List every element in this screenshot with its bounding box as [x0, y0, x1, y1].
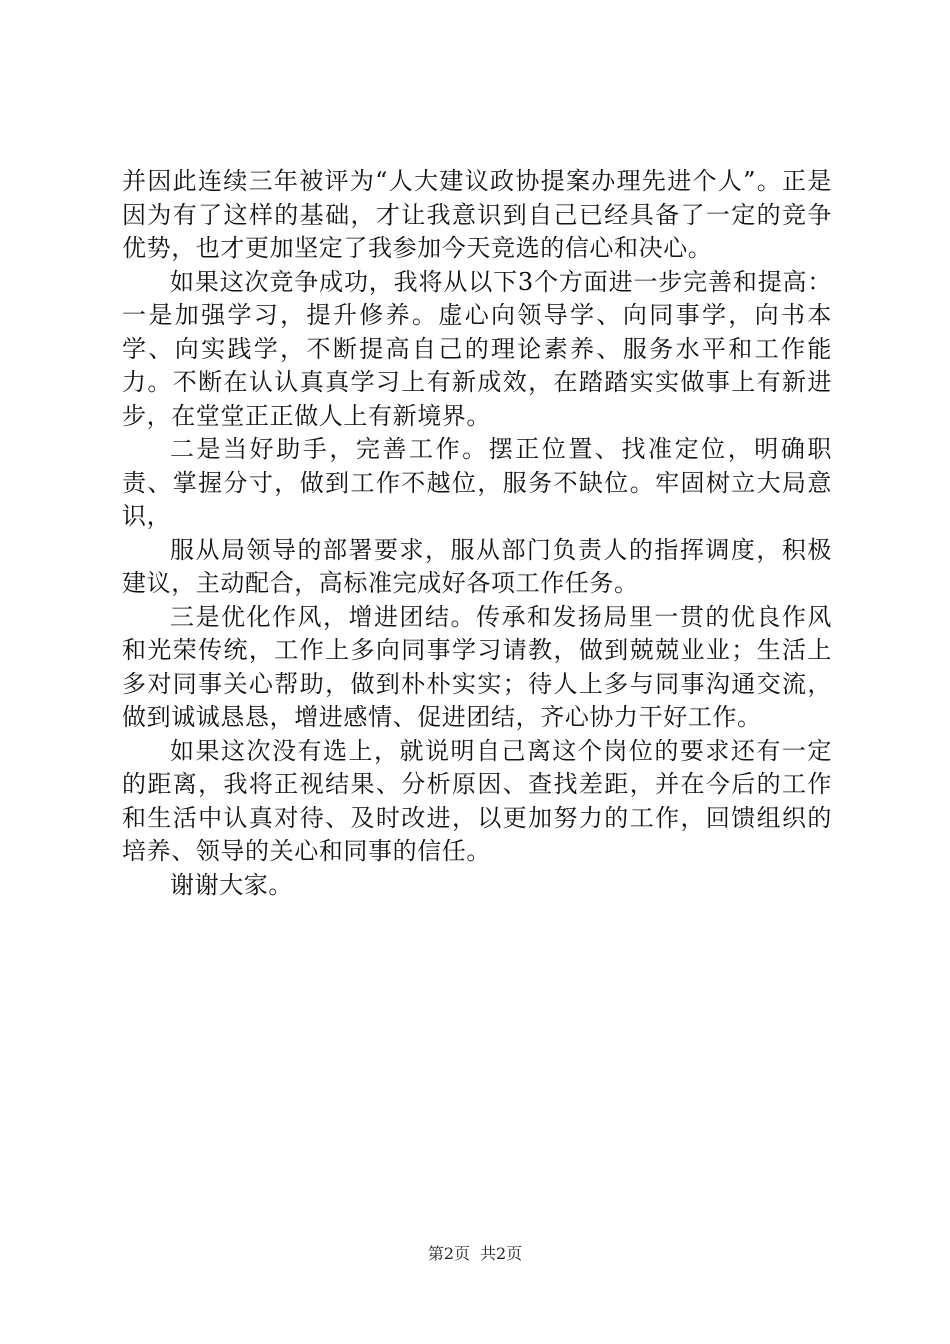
- paragraph-2: 如果这次竞争成功，我将从以下3个方面进一步完善和提高：一是加强学习，提升修养。虚心向领导学、向同事学，向书本学、向实践学，不断提高自己的理论素养、服务水平和工作能力。不断在认认真真学习上有新成效，在踏踏实实做事上有新进步，在堂堂正正做人上有新境界。: [122, 267, 832, 430]
- page-number-total: 共2页: [480, 1244, 523, 1263]
- paragraph-6: 如果这次没有选上，就说明自己离这个岗位的要求还有一定的距离，我将正视结果、分析原因、查找差距，并在今后的工作和生活中认真对待、及时改进，以更加努力的工作，回馈组织的培养、领导的关心和同事的信任。: [122, 736, 832, 865]
- paragraph-7: 谢谢大家。: [170, 870, 293, 899]
- paragraph-5: 三是优化作风，增进团结。传承和发扬局里一贯的优良作风和光荣传统，工作上多向同事学习请教，做到兢兢业业；生活上多对同事关心帮助，做到朴朴实实；待人上多与同事沟通交流，做到诚诚恳恳，增进感情、促进团结，齐心协力干好工作。: [122, 602, 832, 731]
- page-footer: [0, 1244, 950, 1264]
- document-body: [122, 165, 832, 902]
- paragraph-1: 并因此连续三年被评为“人大建议政协提案办理先进个人”。正是因为有了这样的基础，才让我意识到自己已经具备了一定的竞争优势，也才更加坚定了我参加今天竞选的信心和决心。: [122, 167, 832, 262]
- paragraph-4: 服从局领导的部署要求，服从部门负责人的指挥调度，积极建议，主动配合，高标准完成好各项工作任务。: [122, 535, 832, 597]
- page-number-current: 第2页: [427, 1244, 470, 1263]
- paragraph-3: 二是当好助手，完善工作。摆正位置、找准定位，明确职责、掌握分寸，做到工作不越位，服务不缺位。牢固树立大局意识，: [122, 435, 832, 530]
